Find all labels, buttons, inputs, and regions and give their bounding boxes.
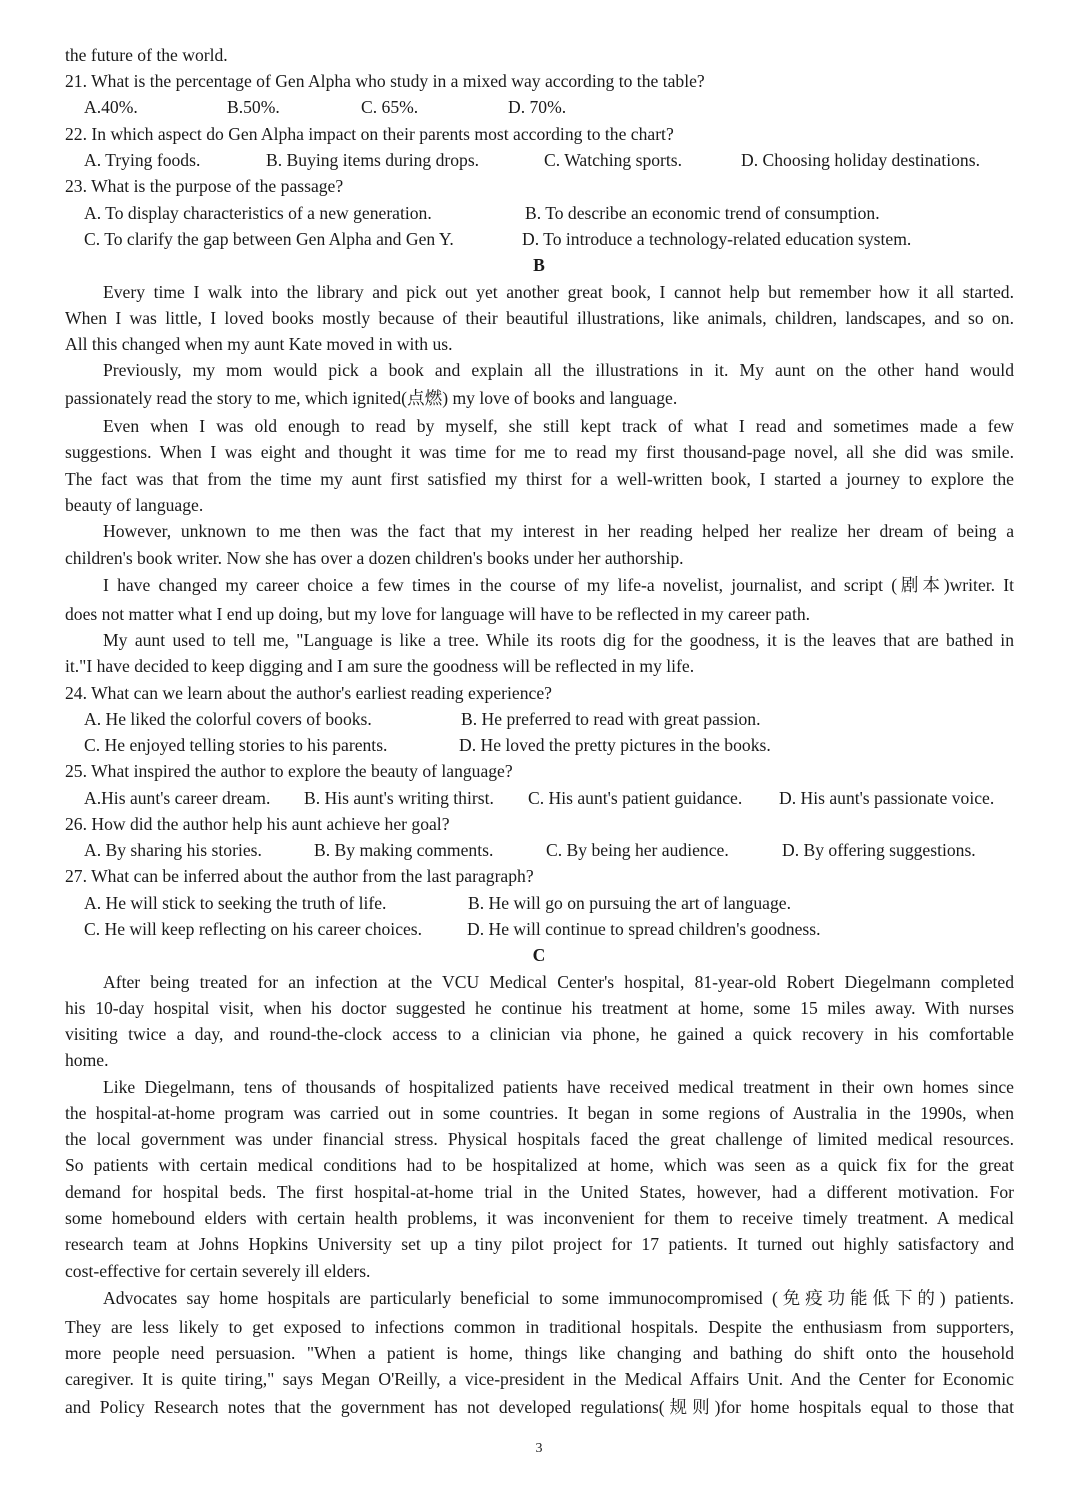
q21-option-c: C. 65%. [361,97,419,117]
passage-b-line: I have changed my career choice a few times in the course of my life-a novelist, journalist, and script (剧本)writer. It [103,575,1014,595]
passage-c-line: cost-effective for certain severely ill elders. [65,1261,371,1281]
passage-b-line: suggestions. When I was eight and thought it was time for me to read my first thousand-page novel, all she did was smile. [65,442,1014,462]
question-26-stem: 26. How did the author help his aunt achieve her goal? [65,814,450,834]
question-23-stem: 23. What is the purpose of the passage? [65,176,344,196]
section-c-heading: C [532,945,546,965]
passage-c-line: the hospital-at-home program was carried out in some countries. It began in some regions of Australia in the 1990s, when [65,1103,1014,1123]
q26-option-c: C. By being her audience. [546,840,729,860]
passage-c-line: his 10-day hospital visit, when his doctor suggested he continue his treatment at home, some 15 miles away. With nurses [65,998,1014,1018]
passage-c-line: visiting twice a day, and round-the-clock access to a clinician via phone, he gained a quick recovery in his comfortable [65,1024,1014,1044]
passage-b-line: The fact was that from the time my aunt first satisfied my thirst for a well-written book, I started a journey to explore the [65,469,1014,489]
q22-option-a: A. Trying foods. [84,150,201,170]
page-number: 3 [535,1441,543,1456]
q24-option-a: A. He liked the colorful covers of books. [84,709,372,729]
q27-option-b: B. He will go on pursuing the art of language. [468,893,791,913]
passage-b-line: passionately read the story to me, which ignited(点燃) my love of books and language. [65,388,678,408]
passage-c-line: So patients with certain medical conditions had to be hospitalized at home, which was seen as a quick fix for the great [65,1155,1014,1175]
q26-option-b: B. By making comments. [314,840,494,860]
passage-c-line: After being treated for an infection at the VCU Medical Center's hospital, 81-year-old Robert Diegelmann completed [103,972,1014,992]
passage-c-line: Advocates say home hospitals are particularly beneficial to some immunocompromised (免疫功能低下的) patients. [103,1288,1014,1308]
q22-option-d: D. Choosing holiday destinations. [741,150,980,170]
q25-option-a: A.His aunt's career dream. [84,788,271,808]
q22-option-c: C. Watching sports. [544,150,683,170]
passage-c-line: They are less likely to get exposed to infections common in traditional hospitals. Despite the enthusiasm from supporters, [65,1317,1014,1337]
q24-option-d: D. He loved the pretty pictures in the books. [459,735,771,755]
passage-b-line: When I was little, I loved books mostly because of their beautiful illustrations, like animals, children, landscapes, and so on. [65,308,1014,328]
q27-option-a: A. He will stick to seeking the truth of life. [84,893,387,913]
question-24-stem: 24. What can we learn about the author's earliest reading experience? [65,683,552,703]
q21-option-b: B.50%. [227,97,280,117]
passage-c-line: and Policy Research notes that the government has not developed regulations(规则)for home hospitals equal to those that [65,1397,1014,1417]
q26-option-d: D. By offering suggestions. [782,840,976,860]
q26-option-a: A. By sharing his stories. [84,840,262,860]
passage-c-line: Like Diegelmann, tens of thousands of hospitalized patients have received medical treatment in their own homes since [103,1077,1014,1097]
q24-option-c: C. He enjoyed telling stories to his parents. [84,735,388,755]
passage-b-line: Even when I was old enough to read by myself, she still kept track of what I read and sometimes made a few [103,416,1014,436]
q25-option-b: B. His aunt's writing thirst. [304,788,494,808]
passage-c-line: caregiver. It is quite tiring," says Megan O'Reilly, a vice-president in the Medical Affairs Unit. And the Center for Economic [65,1369,1014,1389]
continued-line: the future of the world. [65,45,228,65]
passage-b-line: Every time I walk into the library and pick out yet another great book, I cannot help but remember how it all started. [103,282,1014,302]
q22-option-b: B. Buying items during drops. [266,150,480,170]
passage-b-line: All this changed when my aunt Kate moved in with us. [65,334,453,354]
passage-c-line: demand for hospital beds. The first hospital-at-home trial in the United States, however, had a different motivation. For [65,1182,1014,1202]
passage-c-line: more people need persuasion. "When a patient is home, things like changing and bathing do shift onto the household [65,1343,1014,1363]
q27-option-d: D. He will continue to spread children's goodness. [467,919,821,939]
passage-b-line: does not matter what I end up doing, but my love for language will have to be reflected in my career path. [65,604,811,624]
question-25-stem: 25. What inspired the author to explore the beauty of language? [65,761,513,781]
passage-b-line: children's book writer. Now she has over a dozen children's books under her authorship. [65,548,684,568]
passage-b-line: beauty of language. [65,495,204,515]
q25-option-c: C. His aunt's patient guidance. [528,788,743,808]
q21-option-d: D. 70%. [508,97,567,117]
q23-option-a: A. To display characteristics of a new generation. [84,203,432,223]
q21-option-a: A.40%. [84,97,138,117]
question-21-stem: 21. What is the percentage of Gen Alpha who study in a mixed way according to the table? [65,71,705,91]
passage-c-line: home. [65,1050,109,1070]
section-b-heading: B [533,255,545,275]
q25-option-d: D. His aunt's passionate voice. [779,788,995,808]
passage-b-line: However, unknown to me then was the fact that my interest in her reading helped her realize her dream of being a [103,521,1014,541]
q27-option-c: C. He will keep reflecting on his career choices. [84,919,423,939]
question-27-stem: 27. What can be inferred about the author from the last paragraph? [65,866,534,886]
q23-option-d: D. To introduce a technology-related education system. [522,229,912,249]
passage-c-line: the local government was under financial stress. Physical hospitals faced the great challenge of limited medical resources. [65,1129,1014,1149]
question-22-stem: 22. In which aspect do Gen Alpha impact on their parents most according to the chart? [65,124,674,144]
q23-option-b: B. To describe an economic trend of consumption. [525,203,880,223]
q23-option-c: C. To clarify the gap between Gen Alpha and Gen Y. [84,229,454,249]
passage-c-line: research team at Johns Hopkins University set up a tiny pilot project for 17 patients. It turned out highly satisfactory and [65,1234,1014,1254]
q24-option-b: B. He preferred to read with great passion. [461,709,761,729]
passage-b-line: it."I have decided to keep digging and I am sure the goodness will be reflected in my life. [65,656,695,676]
passage-b-line: Previously, my mom would pick a book and explain all the illustrations in it. My aunt on the other hand would [103,360,1014,380]
passage-b-line: My aunt used to tell me, "Language is like a tree. While its roots dig for the goodness, it is the leaves that are bathed in [103,630,1014,650]
passage-c-line: some homebound elders with certain health problems, it was inconvenient for them to receive timely treatment. A medical [65,1208,1014,1228]
